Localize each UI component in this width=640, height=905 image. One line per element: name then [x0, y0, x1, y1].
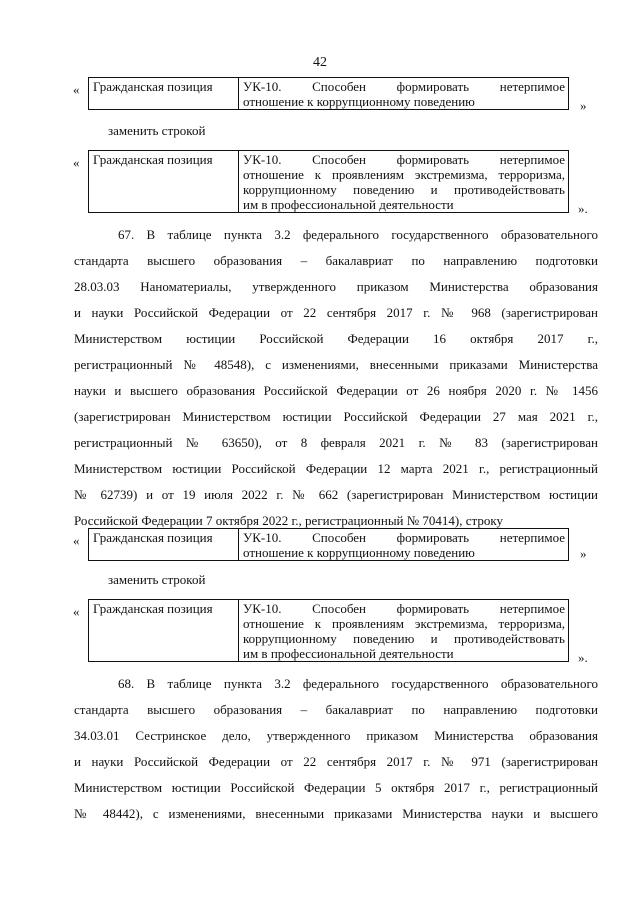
old-competency-table: [88, 528, 569, 561]
paragraph-line: № 48442), с изменениями, внесенными приказами Министерства науки и высшего: [74, 806, 598, 821]
competency-description-cell: [239, 529, 569, 561]
paragraph-line: стандарта высшего образования – бакалавриат по направлению подготовки: [74, 702, 598, 717]
competency-category-cell: Гражданская позиция: [89, 529, 239, 561]
paragraph-line: 68. В таблице пункта 3.2 федерального государственного образовательного: [118, 676, 598, 691]
open-quote: «: [73, 604, 80, 619]
table-row: [89, 600, 569, 662]
open-quote: «: [73, 155, 80, 170]
table-row: [89, 78, 569, 110]
paragraph-line: 28.03.03 Наноматериалы, утвержденного приказом Министерства образования: [74, 279, 598, 294]
paragraph-line: 67. В таблице пункта 3.2 федерального государственного образовательного: [118, 227, 598, 242]
old-competency-table: [88, 77, 569, 110]
replace-instruction: заменить строкой: [108, 572, 206, 587]
description-line: отношение к коррупционному поведению: [243, 545, 475, 560]
table-row: [89, 151, 569, 213]
description-line: УК-10. Способен формировать нетерпимое: [243, 79, 565, 94]
paragraph-line: Министерством юстиции Российской Федерации 5 октября 2017 г., регистрационный: [74, 780, 598, 795]
description-line: отношение к проявлениям экстремизма, терроризма,: [243, 167, 565, 182]
open-quote: «: [73, 82, 80, 97]
paragraph-line: регистрационный № 63650), от 8 февраля 2021 г. № 83 (зарегистрирован: [74, 435, 598, 450]
close-quote: »: [580, 546, 587, 561]
close-quote: »: [580, 98, 587, 113]
close-quote: ».: [578, 201, 588, 216]
paragraph-line: Российской Федерации 7 октября 2022 г., регистрационный № 70414), строку: [74, 513, 503, 528]
description-line: УК-10. Способен формировать нетерпимое: [243, 601, 565, 616]
paragraph-line: и науки Российской Федерации от 22 сентября 2017 г. № 968 (зарегистрирован: [74, 305, 598, 320]
page-number: 42: [313, 55, 327, 70]
paragraph-line: регистрационный № 48548), с изменениями, внесенными приказами Министерства: [74, 357, 598, 372]
open-quote: «: [73, 533, 80, 548]
description-line: УК-10. Способен формировать нетерпимое: [243, 152, 565, 167]
paragraph-line: № 62739) и от 19 июля 2022 г. № 662 (зарегистрирован Министерством юстиции: [74, 487, 598, 502]
paragraph-line: Министерством юстиции Российской Федерации 12 марта 2021 г., регистрационный: [74, 461, 598, 476]
competency-description-cell: [239, 600, 569, 662]
replace-instruction: заменить строкой: [108, 123, 206, 138]
paragraph-line: стандарта высшего образования – бакалавриат по направлению подготовки: [74, 253, 598, 268]
description-line: им в профессиональной деятельности: [243, 646, 454, 661]
competency-description-cell: [239, 151, 569, 213]
description-line: им в профессиональной деятельности: [243, 197, 454, 212]
paragraph-68: [74, 671, 598, 827]
description-line: отношение к коррупционному поведению: [243, 94, 475, 109]
new-competency-table: [88, 599, 569, 662]
description-line: коррупционному поведению и противодействовать: [243, 631, 565, 646]
competency-description-cell: [239, 78, 569, 110]
paragraph-line: 34.03.01 Сестринское дело, утвержденного приказом Министерства образования: [74, 728, 598, 743]
description-line: отношение к проявлениям экстремизма, терроризма,: [243, 616, 565, 631]
competency-category-cell: Гражданская позиция: [89, 600, 239, 662]
close-quote: ».: [578, 650, 588, 665]
paragraph-67: [74, 222, 598, 534]
table-row: [89, 529, 569, 561]
description-line: коррупционному поведению и противодействовать: [243, 182, 565, 197]
paragraph-line: и науки Российской Федерации от 22 сентября 2017 г. № 971 (зарегистрирован: [74, 754, 598, 769]
competency-category-cell: Гражданская позиция: [89, 151, 239, 213]
paragraph-line: науки и высшего образования Российской Федерации от 26 ноября 2020 г. № 1456: [74, 383, 598, 398]
paragraph-line: Министерством юстиции Российской Федерации 16 октября 2017 г.,: [74, 331, 598, 346]
new-competency-table: [88, 150, 569, 213]
description-line: УК-10. Способен формировать нетерпимое: [243, 530, 565, 545]
competency-category-cell: Гражданская позиция: [89, 78, 239, 110]
paragraph-line: (зарегистрирован Министерством юстиции Российской Федерации 27 мая 2021 г.,: [74, 409, 598, 424]
